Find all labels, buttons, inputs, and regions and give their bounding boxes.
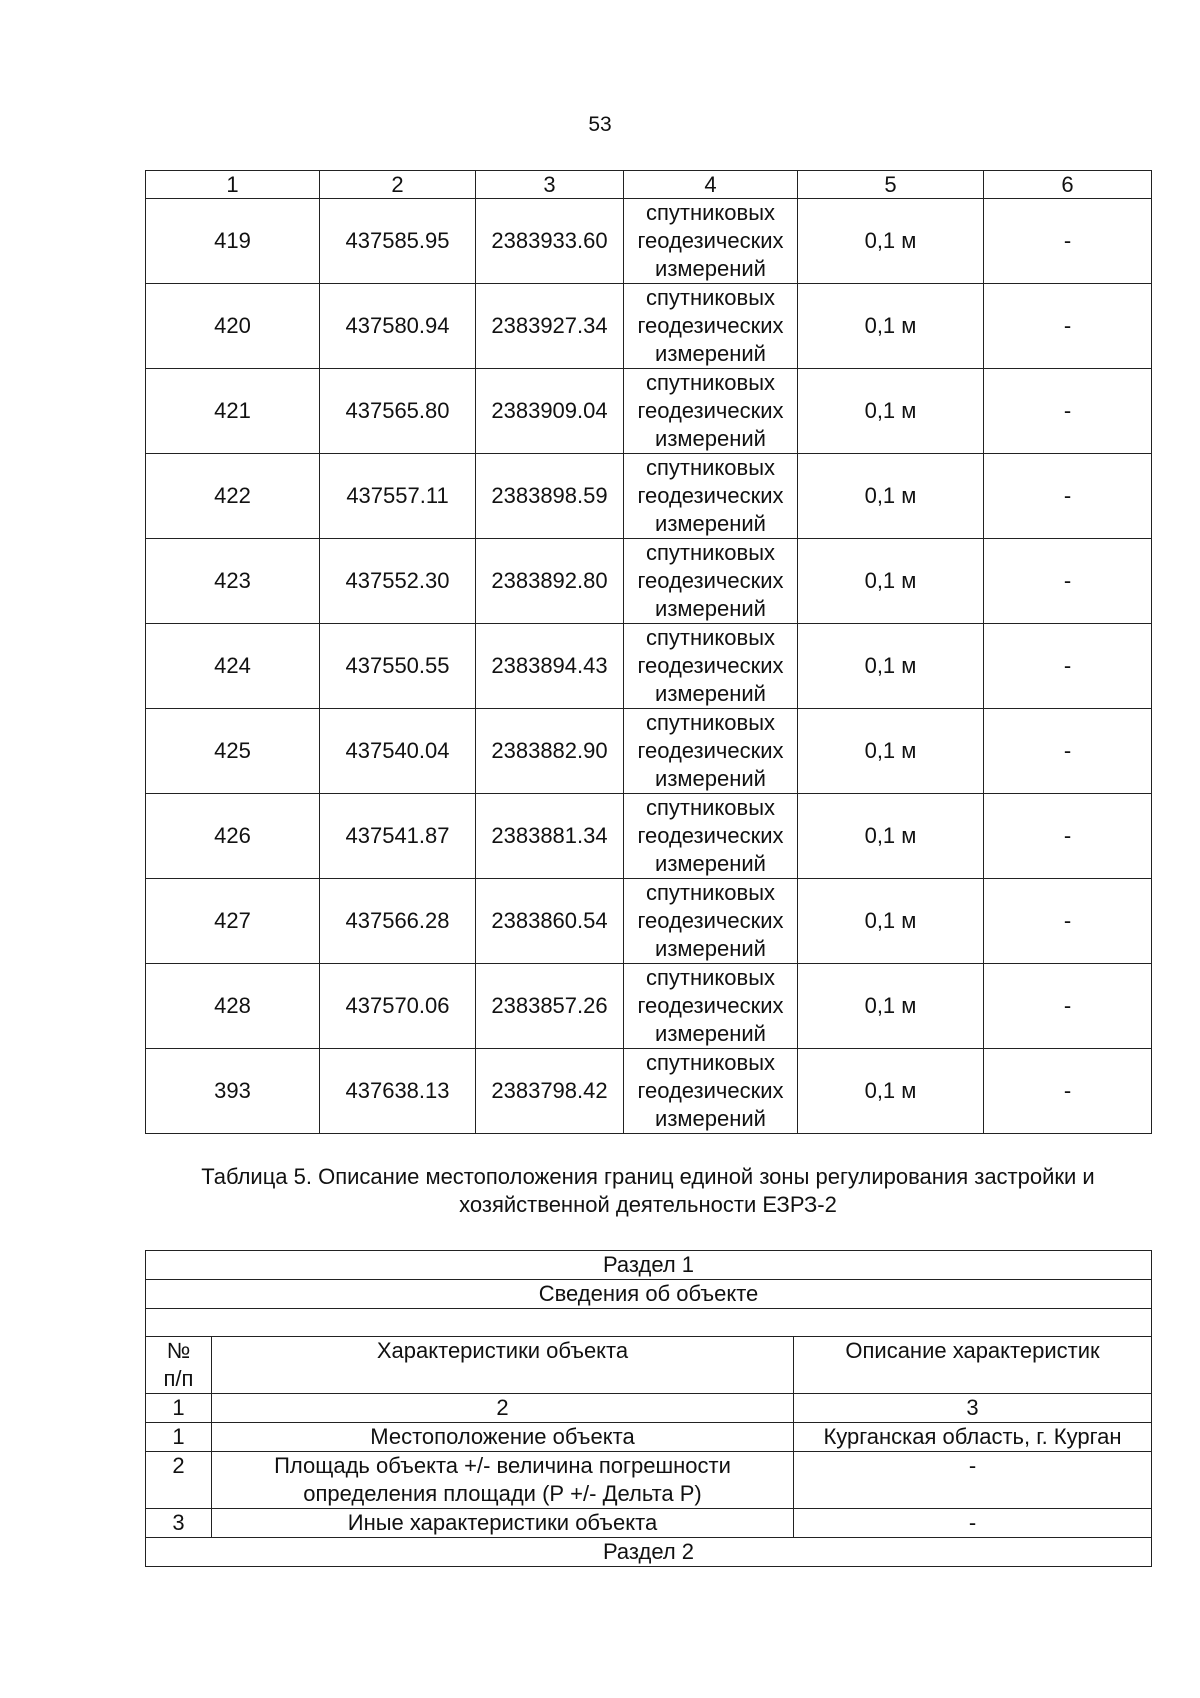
column-header-text: № [166, 1338, 191, 1363]
y-coordinate-cell: 2383882.90 [476, 709, 624, 794]
method-line: спутниковых [645, 200, 776, 225]
point-number-cell: 420 [146, 284, 320, 369]
x-coordinate-cell: 437550.55 [320, 624, 476, 709]
method-line: спутниковых [645, 1050, 776, 1075]
note-cell: - [984, 624, 1152, 709]
table-row [146, 1452, 1152, 1509]
table-row [146, 1509, 1152, 1538]
x-coordinate-cell: 437638.13 [320, 1049, 476, 1134]
method-line: геодезических [637, 908, 784, 933]
section-row [146, 1251, 1152, 1280]
column-header-description: Описание характеристик [794, 1337, 1152, 1394]
method-line: спутниковых [645, 965, 776, 990]
method-cell [624, 539, 798, 624]
method-cell [624, 1049, 798, 1134]
method-cell [624, 794, 798, 879]
row-number: 3 [146, 1509, 212, 1538]
table-row [146, 879, 1152, 964]
accuracy-cell: 0,1 м [798, 539, 984, 624]
column-header-text: п/п [163, 1366, 194, 1391]
caption-line: хозяйственной деятельности ЕЗРЗ-2 [459, 1192, 837, 1217]
table-subtitle: Сведения об объекте [146, 1280, 1152, 1309]
accuracy-cell: 0,1 м [798, 1049, 984, 1134]
x-coordinate-cell: 437570.06 [320, 964, 476, 1049]
method-cell [624, 879, 798, 964]
y-coordinate-cell: 2383898.59 [476, 454, 624, 539]
note-cell: - [984, 199, 1152, 284]
method-line: геодезических [637, 398, 784, 423]
note-cell: - [984, 454, 1152, 539]
y-coordinate-cell: 2383798.42 [476, 1049, 624, 1134]
y-coordinate-cell: 2383857.26 [476, 964, 624, 1049]
column-header-number [146, 1337, 212, 1394]
table-caption [145, 1163, 1151, 1219]
column-index: 2 [212, 1394, 794, 1423]
object-info-table [145, 1250, 1152, 1567]
point-number-cell: 424 [146, 624, 320, 709]
section-row [146, 1538, 1152, 1567]
table-row [146, 539, 1152, 624]
y-coordinate-cell: 2383933.60 [476, 199, 624, 284]
method-line: геодезических [637, 483, 784, 508]
point-number-cell: 423 [146, 539, 320, 624]
method-cell [624, 284, 798, 369]
method-line: спутниковых [645, 795, 776, 820]
point-number-cell: 427 [146, 879, 320, 964]
method-line: измерений [655, 511, 766, 536]
method-line: измерений [655, 1021, 766, 1046]
note-cell: - [984, 369, 1152, 454]
header-cell: 1 [146, 171, 320, 199]
y-coordinate-cell: 2383881.34 [476, 794, 624, 879]
method-cell [624, 199, 798, 284]
caption-line: Таблица 5. Описание местоположения границ единой зоны регулирования застройки и [201, 1164, 1095, 1189]
accuracy-cell: 0,1 м [798, 709, 984, 794]
header-cell: 5 [798, 171, 984, 199]
page-number: 53 [588, 113, 612, 136]
method-line: геодезических [637, 993, 784, 1018]
header-cell: 2 [320, 171, 476, 199]
section-title: Раздел 2 [146, 1538, 1152, 1567]
table-row [146, 199, 1152, 284]
method-cell [624, 454, 798, 539]
note-cell: - [984, 879, 1152, 964]
method-line: геодезических [637, 228, 784, 253]
table-row [146, 454, 1152, 539]
method-line: геодезических [637, 568, 784, 593]
accuracy-cell: 0,1 м [798, 369, 984, 454]
accuracy-cell: 0,1 м [798, 879, 984, 964]
note-cell: - [984, 1049, 1152, 1134]
row-description: Курганская область, г. Курган [794, 1423, 1152, 1452]
method-line: спутниковых [645, 370, 776, 395]
accuracy-cell: 0,1 м [798, 794, 984, 879]
method-line: спутниковых [645, 625, 776, 650]
characteristic-line: Иные характеристики объекта [347, 1510, 658, 1535]
header-cell: 6 [984, 171, 1152, 199]
table-row [146, 964, 1152, 1049]
column-index: 1 [146, 1394, 212, 1423]
x-coordinate-cell: 437580.94 [320, 284, 476, 369]
header-cell: 4 [624, 171, 798, 199]
method-line: измерений [655, 596, 766, 621]
method-line: измерений [655, 256, 766, 281]
x-coordinate-cell: 437565.80 [320, 369, 476, 454]
row-description: - [794, 1509, 1152, 1538]
point-number-cell: 419 [146, 199, 320, 284]
method-line: геодезических [637, 738, 784, 763]
section-title: Раздел 1 [146, 1251, 1152, 1280]
coordinates-table [145, 170, 1152, 1134]
note-cell: - [984, 284, 1152, 369]
method-line: спутниковых [645, 455, 776, 480]
accuracy-cell: 0,1 м [798, 454, 984, 539]
column-header-characteristics: Характеристики объекта [212, 1337, 794, 1394]
table-row [146, 369, 1152, 454]
point-number-cell: 421 [146, 369, 320, 454]
empty-cell [146, 1309, 1152, 1337]
row-description: - [794, 1452, 1152, 1509]
column-index: 3 [794, 1394, 1152, 1423]
y-coordinate-cell: 2383860.54 [476, 879, 624, 964]
accuracy-cell: 0,1 м [798, 964, 984, 1049]
point-number-cell: 428 [146, 964, 320, 1049]
method-line: измерений [655, 766, 766, 791]
characteristic-line: определения площади (Р +/- Дельта Р) [303, 1481, 702, 1506]
row-characteristic [212, 1452, 794, 1509]
accuracy-cell: 0,1 м [798, 199, 984, 284]
method-line: геодезических [637, 313, 784, 338]
point-number-cell: 425 [146, 709, 320, 794]
method-line: измерений [655, 1106, 766, 1131]
note-cell: - [984, 709, 1152, 794]
row-number: 2 [146, 1452, 212, 1509]
column-header-row [146, 1337, 1152, 1394]
point-number-cell: 422 [146, 454, 320, 539]
x-coordinate-cell: 437557.11 [320, 454, 476, 539]
coords-header-row [146, 171, 1152, 199]
method-cell [624, 624, 798, 709]
accuracy-cell: 0,1 м [798, 624, 984, 709]
subtitle-row [146, 1280, 1152, 1309]
table-row [146, 624, 1152, 709]
table-row [146, 1049, 1152, 1134]
table-row [146, 794, 1152, 879]
note-cell: - [984, 539, 1152, 624]
y-coordinate-cell: 2383894.43 [476, 624, 624, 709]
y-coordinate-cell: 2383892.80 [476, 539, 624, 624]
x-coordinate-cell: 437540.04 [320, 709, 476, 794]
method-line: геодезических [637, 823, 784, 848]
characteristic-line: Местоположение объекта [370, 1424, 635, 1449]
table-row [146, 284, 1152, 369]
x-coordinate-cell: 437566.28 [320, 879, 476, 964]
row-characteristic [212, 1509, 794, 1538]
method-line: спутниковых [645, 540, 776, 565]
accuracy-cell: 0,1 м [798, 284, 984, 369]
point-number-cell: 426 [146, 794, 320, 879]
note-cell: - [984, 964, 1152, 1049]
x-coordinate-cell: 437585.95 [320, 199, 476, 284]
method-line: измерений [655, 936, 766, 961]
method-line: измерений [655, 426, 766, 451]
method-cell [624, 964, 798, 1049]
x-coordinate-cell: 437541.87 [320, 794, 476, 879]
method-line: спутниковых [645, 285, 776, 310]
y-coordinate-cell: 2383927.34 [476, 284, 624, 369]
table-row [146, 1423, 1152, 1452]
row-characteristic [212, 1423, 794, 1452]
method-line: геодезических [637, 653, 784, 678]
method-line: измерений [655, 341, 766, 366]
point-number-cell: 393 [146, 1049, 320, 1134]
row-number: 1 [146, 1423, 212, 1452]
y-coordinate-cell: 2383909.04 [476, 369, 624, 454]
method-line: измерений [655, 851, 766, 876]
method-cell [624, 369, 798, 454]
empty-row [146, 1309, 1152, 1337]
method-line: спутниковых [645, 880, 776, 905]
method-cell [624, 709, 798, 794]
note-cell: - [984, 794, 1152, 879]
characteristic-line: Площадь объекта +/- величина погрешности [274, 1453, 731, 1478]
x-coordinate-cell: 437552.30 [320, 539, 476, 624]
method-line: измерений [655, 681, 766, 706]
table-row [146, 709, 1152, 794]
column-index-row [146, 1394, 1152, 1423]
header-cell: 3 [476, 171, 624, 199]
method-line: геодезических [637, 1078, 784, 1103]
method-line: спутниковых [645, 710, 776, 735]
